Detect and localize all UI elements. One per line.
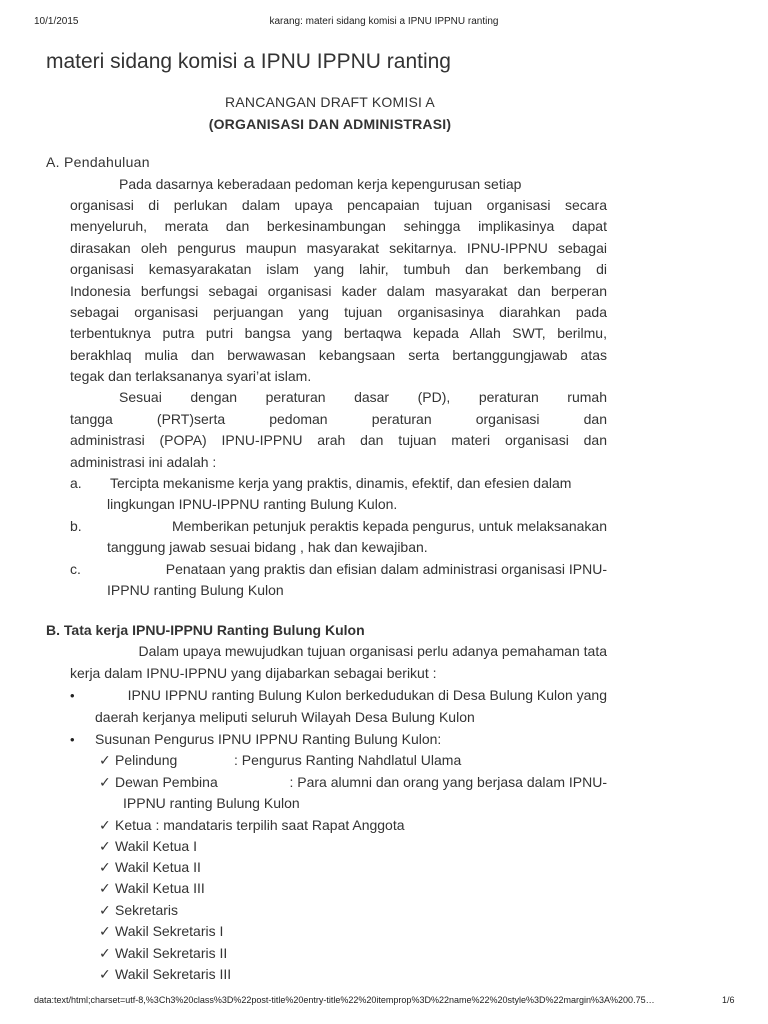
list-item-line: Penataan yang praktis dan efisian dalam administrasi organisasi IPNU- [165, 561, 607, 577]
list-item-line: Tercipta mekanisme kerja yang praktis, dinamis, efektif, dan efesien dalam [110, 475, 572, 491]
pengurus-text: IPPNU ranting Bulung Kulon [123, 795, 300, 811]
check-icon: ✓ [99, 859, 111, 875]
check-icon: ✓ [99, 902, 111, 918]
paragraph-line: terbentuknya putra putri bangsa yang bertaqwa kepada Allah SWT, berilmu, [70, 325, 607, 341]
pengurus-label: Dewan Pembina [115, 774, 218, 790]
pengurus-label: Wakil Sekretaris II [115, 945, 228, 961]
check-icon: ✓ [99, 817, 111, 833]
check-icon: ✓ [99, 966, 111, 982]
paragraph-line: dirasakan oleh pengurus maupun masyarakat sekitarnya. IPNU-IPPNU sebagai [70, 240, 607, 256]
pengurus-label: Ketua : mandataris terpilih saat Rapat Anggota [115, 817, 405, 833]
paragraph-line: Indonesia berfungsi sebagai organisasi kader dalam masyarakat dan berperan [70, 283, 607, 299]
paragraph-line: administrasi (POPA) IPNU-IPPNU arah dan tujuan materi organisasi dan [70, 432, 607, 448]
list-item-line: lingkungan IPNU-IPPNU ranting Bulung Kulon. [107, 496, 398, 512]
pengurus-label: Wakil Ketua I [115, 838, 197, 854]
check-icon: ✓ [99, 923, 111, 939]
print-date: 10/1/2015 [34, 16, 79, 27]
paragraph-line: Dalam upaya mewujudkan tujuan organisasi perlu adanya pemahaman tata [138, 643, 607, 659]
paragraph-line: tegak dan terlaksananya syari’at islam. [70, 368, 312, 384]
paragraph-line: organisasi di perlukan dalam upaya pencapaian tujuan organisasi secara [70, 197, 607, 213]
pengurus-text: : Pengurus Ranting Nahdlatul Ulama [234, 752, 462, 768]
list-marker: b. [70, 518, 82, 534]
pengurus-text: : Para alumni dan orang yang berjasa dalam IPNU- [289, 774, 607, 790]
print-page-title: karang: materi sidang komisi a IPNU IPPNU ranting [269, 16, 499, 27]
list-marker: c. [70, 561, 81, 577]
page-number: 1/6 [722, 995, 735, 1005]
list-marker: a. [70, 475, 82, 491]
bullet-item-line: IPNU IPPNU ranting Bulung Kulon berkedudukan di Desa Bulung Kulon yang [127, 687, 607, 703]
pengurus-label: Sekretaris [115, 902, 179, 918]
pengurus-label: Wakil Ketua II [115, 859, 201, 875]
pengurus-label: Wakil Sekretaris I [115, 923, 224, 939]
check-icon: ✓ [99, 752, 111, 768]
bullet-item-line: daerah kerjanya meliputi seluruh Wilayah Desa Bulung Kulon [95, 709, 475, 725]
doc-title-line-1: RANCANGAN DRAFT KOMISI A [225, 94, 435, 110]
pengurus-label: Wakil Ketua III [115, 880, 205, 896]
paragraph-line: Sesuai dengan peraturan dasar (PD), peraturan rumah [119, 389, 607, 405]
list-item-line: Memberikan petunjuk peraktis kepada pengurus, untuk melaksanakan [171, 518, 607, 534]
section-a-heading: A. Pendahuluan [46, 154, 150, 170]
paragraph-line: organisasi kemasyarakatan islam yang lahir, tumbuh dan berkembang di [70, 261, 607, 277]
list-item-line: tanggung jawab sesuai bidang , hak dan kewajiban. [107, 539, 428, 555]
check-icon: ✓ [99, 880, 111, 896]
print-source-url: data:text/html;charset=utf-8,%3Ch3%20class%3D%22post-title%20entry-title%22%20itemprop%3D%22name%22%20style%3D%22margin%3A%200.75… [34, 995, 655, 1005]
paragraph-line: Pada dasarnya keberadaan pedoman kerja kepengurusan setiap [119, 176, 522, 192]
paragraph-line: kerja dalam IPNU-IPPNU yang dijabarkan sebagai berikut : [70, 665, 437, 681]
paragraph-line: menyeluruh, merata dan berkesinambungan sehingga implikasinya dapat [70, 218, 607, 234]
paragraph-line: berakhlaq mulia dan berwawasan kebangsaan serta bertanggungjawab atas [70, 347, 607, 363]
check-icon: ✓ [99, 945, 111, 961]
post-title: materi sidang komisi a IPNU IPPNU ranting [46, 50, 451, 73]
paragraph-line: tangga (PRT)serta pedoman peraturan organisasi dan [70, 411, 607, 427]
section-b-heading: B. Tata kerja IPNU-IPPNU Ranting Bulung Kulon [46, 622, 365, 638]
pengurus-label: Pelindung [115, 752, 178, 768]
check-icon: ✓ [99, 774, 111, 790]
paragraph-line: administrasi ini adalah : [70, 454, 217, 470]
bullet-item-line: Susunan Pengurus IPNU IPPNU Ranting Bulung Kulon: [95, 731, 442, 747]
list-item-line: IPPNU ranting Bulung Kulon [107, 582, 284, 598]
doc-title-line-2: (ORGANISASI DAN ADMINISTRASI) [208, 116, 452, 132]
bullet-icon: • [70, 688, 75, 703]
bullet-icon: • [70, 732, 75, 747]
paragraph-line: sebagai organisasi perjuangan yang tujuan organisasinya diarahkan pada [70, 304, 607, 320]
check-icon: ✓ [99, 838, 111, 854]
pengurus-label: Wakil Sekretaris III [115, 966, 232, 982]
